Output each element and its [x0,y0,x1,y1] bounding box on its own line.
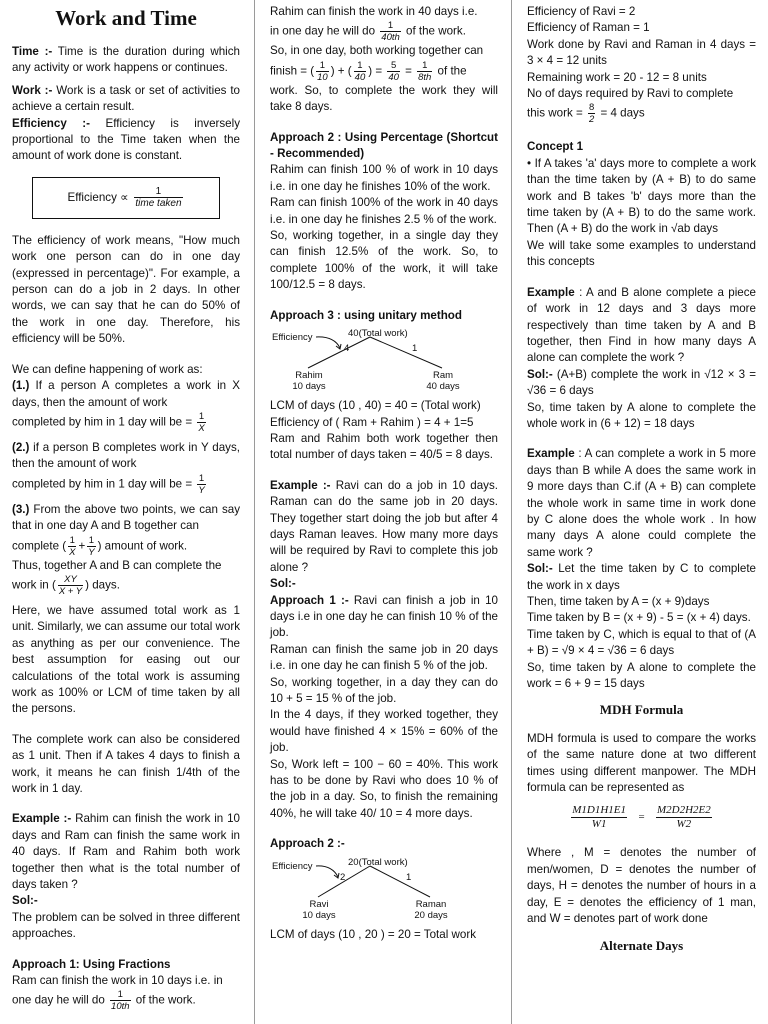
oneday-formula [270,20,498,43]
approach-1-p4: In the 4 days, if they worked together, they would have finished 4 × 15% = 60% of the job. [270,708,498,755]
approach-1-p2: Raman can finish the same job in 20 days i.e. in one day he can finish 5 % of the job. [270,642,498,673]
fraction-denominator: 8th [418,71,432,83]
both-work-line: Ram and Rahim both work together then total number of days taken = 40/5 = 8 days. [270,431,498,462]
concept-heading: Concept 1 [527,140,584,154]
column-right [527,4,756,966]
formula-text: ) = [368,64,386,78]
point-2-formula [12,473,240,496]
approach-text: Ravi can finish a job in 10 days i.e in one day he can finish 10 % of the job. [270,593,498,640]
example-label: Example [527,447,575,461]
fraction-numerator: XY [58,574,83,586]
definition-text: Efficiency is inversely proportional to the Time taken when the amount of work done is constant. [12,116,241,163]
column-divider-2 [511,0,512,1024]
fraction [110,989,131,1012]
diagram-efficiency-label: Efficiency [272,332,313,344]
definition-text: Work is a task or set of activities to achieve a certain result. [12,83,241,114]
example-3 [527,285,756,367]
fraction-numerator: M1D1H1E1 [572,804,627,817]
fraction [58,574,83,597]
example-4-p3: Time taken by B = (x + 9) - 5 = (x + 4) days. [527,611,751,625]
approach-title: Approach 1: Using Fractions [12,957,171,971]
example-text: : A and B alone complete a piece of work in 12 days and 3 days more respectively than time taken by A and B together, then Find in how many days A alone can complete the work ? [527,285,756,365]
formula-text: of the [434,64,467,78]
diagram-left-value: 4 [344,343,350,355]
page-title: Work and Time [55,6,197,30]
approach-2b-title [270,836,498,852]
concept-title [527,139,756,155]
approach-1-intro [270,593,498,642]
solution-label-text: Sol:- [527,562,553,576]
fraction-numerator: 1 [198,410,205,422]
remaining-line: Remaining work = 20 - 12 = 8 units [527,70,707,84]
diagram-efficiency-label: Efficiency [272,860,313,872]
example-2 [270,478,498,576]
fraction-numerator: 1 [88,534,95,546]
lcm-line-2: LCM of days (10 , 20 ) = 20 = Total work [270,927,476,941]
approach-2-p1: Rahim can finish 100 % of work in 10 days i.e. in one day he finishes 10% of the work. [270,163,498,193]
so-oneday-line: So, in one day, both working together can [270,44,484,58]
formula-text: of the work. [132,994,196,1008]
approach-2-p2: Ram can finish 100% of the work in 40 days i.e. in one day he finishes 2.5 % of the work. [270,196,498,226]
rahim-line: Rahim can finish the work in 40 days i.e. [270,5,478,18]
approach-1-text: Ram can finish the work in 10 days i.e. in [12,974,223,988]
formula-text: = 4 days [597,107,645,120]
point-3 [12,502,240,535]
diagram-total-label: 40(Total work) [348,328,408,340]
efficiency-formula-box [32,177,220,219]
diagram-total-label: 20(Total work) [348,856,408,868]
solution-text: The problem can be solved in three different approaches. [12,910,240,941]
fraction [417,60,432,83]
together-line: Thus, together A and B can complete the [12,558,222,572]
diagram-left-name: Rahim [295,370,323,382]
fraction-numerator: 1 [134,186,182,198]
fraction-numerator: 1 [110,989,131,1001]
point-2 [12,440,240,473]
efficiency-raman: Efficiency of Raman = 1 [527,21,650,35]
example-4-p5: So, time taken by A alone to complete the work = 6 + 9 = 15 days [527,660,756,691]
example-3-solution-p2: So, time taken by A alone to complete the whole work in (6 + 12) = 18 days [527,400,756,430]
plus-sign: + [78,539,86,553]
diagram-right-value: 1 [406,871,412,883]
efficiency-sum-line: Efficiency of ( Ram + Rahim ) = 4 + 1=5 [270,415,474,429]
point-number: (3.) [12,502,30,516]
solution-text: Let the time taken by C to complete the work in x days [527,562,756,592]
solution-label [12,893,240,909]
fraction [387,60,400,83]
fraction-denominator: 10 [317,71,328,83]
point-text: If a person A completes a work in X days, then the amount of work [12,379,240,409]
approach-1-formula [12,989,240,1012]
example-1 [12,811,240,893]
concept-body: If A takes 'a' days more to complete a work than the time taken by (A + B) to do same work and B takes 'b' days more than the time taken by (A + B) to do the same work. Then (A + B) do the work in √ab days [527,156,757,236]
fraction-denominator: W1 [591,818,607,831]
formula-text: ) amount of work. [97,539,188,553]
fraction-numerator: 5 [387,60,400,72]
column-left [12,4,240,1012]
fraction-numerator: 1 [354,60,367,72]
diagram-right-value: 1 [412,343,418,355]
fraction-numerator: 8 [588,102,595,114]
definition-work [12,83,240,116]
fraction [197,473,205,496]
approach-1-title [12,957,240,973]
formula-text: complete ( [12,539,67,553]
fraction [87,535,95,558]
example-3-solution [527,367,756,400]
approach-1-p5: So, Work left = 100 − 60 = 40%. This work has to be done by Ravi who does 10 % of the job in a day. So, to finish the remaining 40%, he will take 40/ 10 = 4 more days. [270,757,498,820]
define-intro: We can define happening of work as: [12,362,203,376]
approach-2-p3: So, working together, in a single day they can finish 12.5% of the work. So, to complete 100% of the work, it will take 100/12.5 = 8 days. [270,229,498,292]
alternate-days-heading: Alternate Days [599,937,684,953]
fraction [588,102,595,125]
diagram-right-name: Raman [415,898,447,910]
approach-1-p3: So, working together, in a day they can do 10 + 5 = 15 % of the job. [270,675,498,705]
solution-label-text: Sol:- [270,577,296,591]
approach-title: Approach 3 : using unitary method [270,308,462,322]
fraction [316,60,329,83]
lcm-line: LCM of days (10 , 40) = 40 = (Total work) [270,399,481,413]
example-text: : A can complete a work in 5 more days than B while A does the same work in 9 more days than C.if (A + B) can complete the whole work in same time in work done by C alone does the whole work . In how many days A alone could complete the same work ? [527,447,756,559]
point-1-formula [12,411,240,434]
fraction-denominator: 2 [588,114,595,126]
formula-fraction [134,186,182,209]
approach-3-title [270,308,498,324]
fraction-denominator: W2 [676,818,692,831]
example-text: Ravi can do a job in 10 days. Raman can do the same job in 20 days. They together start doing the job but after 4 days Raman leaves. How many more days will be required by Ravi to complete this job alone ? [270,478,498,574]
this-work-formula [527,102,756,125]
example-label: Example :- [270,478,331,492]
diagram-right-days: 40 days [426,381,460,393]
formula-text: completed by him in 1 day will be = [12,415,196,429]
diagram-left-days: 10 days [302,909,336,921]
solution-label [270,576,498,592]
assume-paragraph: Here, we have assumed total work as 1 unit. Similarly, we can assume our total work as anything as per our convenience. The best assumption for easing out our calculations of the total work is assuming work as 100% or LCM of time taken by all the persons. [12,603,240,716]
example-text: Rahim can finish the work in 10 days and Ram can finish the same work in 40 days. If Ram and Rahim both work together then what is the total number of days taken ? [12,812,240,892]
term-label: Work :- [12,83,53,97]
efficiency-meaning-paragraph: The efficiency of work means, "How much work one person can do in one day (expressed in percentage)". For example, a person can do a job in 2 days. In other words, we can say that he can do 50% of the work in one day. Therefore, his efficiency will be 50%. [12,233,240,346]
fraction-denominator: 40th [381,32,400,44]
solution-label-text: Sol:- [12,894,38,908]
example-label: Example [527,285,575,299]
formula-text: finish = ( [270,64,315,78]
diagram-left-name: Ravi [309,898,329,910]
approach-label: Approach 1 :- [270,593,349,607]
we-will-line: We will take some examples to understand this concepts [527,238,756,269]
fraction-denominator: 10th [111,1001,130,1013]
formula-text: = [401,64,416,78]
formula-text: ) + ( [330,64,352,78]
example-4 [527,446,756,561]
example-4-solution [527,561,756,594]
mdh-formula [527,804,756,831]
fraction [571,804,627,831]
equals-sign: = [637,811,646,824]
fraction-numerator: 1 [316,60,329,72]
solution-label-text: Sol:- [527,367,553,381]
definition-efficiency [12,116,240,165]
efficiency-ravi: Efficiency of Ravi = 2 [527,5,636,18]
where-text: Where , M = denotes the number of men/women, D = denotes the number of days, H = denotes the number of hours in a day, E = denotes the efficiency of 1 man, and W = denotes part of work done [527,846,756,926]
efficiency-diagram-2 [270,857,498,923]
formula-text: ) days. [85,578,120,592]
fraction-numerator: 1 [198,472,205,484]
formula-text: work in ( [12,578,56,592]
no-days-line: No of days required by Ravi to complete [527,87,734,101]
approach-2-title [270,130,498,163]
work-in-formula [12,574,240,597]
fraction-denominator: X [198,422,205,434]
approach-title: Approach 2 : Using Percentage (Shortcut - Recommended) [270,130,498,161]
work-tail-line: work. So, to complete the work they will take 8 days. [270,83,498,114]
concept-text: • If A takes 'a' days more to complete a work than the time taken by (A + B) to do same work and B takes 'b' days more than the time taken by (A + B) to do the same work. Then (A + B) do the work in √ab days [527,156,757,236]
fraction-denominator: X [69,546,76,558]
diagram-left-value: 2 [340,871,346,883]
approach-title: Approach 2 :- [270,837,345,851]
fraction-numerator: 1 [417,60,432,72]
definition-text: Time is the duration during which any activity or work happens or continues. [12,45,240,75]
fraction-numerator: 1 [69,534,75,546]
fraction-numerator: M2D2H2E2 [656,804,711,817]
fraction [656,804,712,831]
mdh-heading: MDH Formula [599,702,684,718]
mdh-text: MDH formula is used to compare the works of the same nature done at two different times using different manpower. The MDH formula can be represented as [527,731,756,795]
formula-text: one day he will do [12,994,109,1008]
fraction-denominator: Y [88,546,95,558]
diagram-right-name: Ram [432,370,454,382]
example-label: Example :- [12,812,72,826]
point-3-formula [12,535,240,558]
fraction-denominator: 40 [388,71,399,83]
example-4-p4: Time taken by C, which is equal to that of (A + B) = √9 × 4 = √36 = 6 days [527,627,756,658]
point-number: (1.) [12,379,30,393]
formula-lhs: Efficiency ∝ [67,190,129,204]
column-divider-1 [254,0,255,1024]
formula-text: completed by him in 1 day will be = [12,477,196,491]
point-text: From the above two points, we can say that in one day A and B together can [12,502,240,533]
complete-paragraph: The complete work can also be considered as 1 unit. Then if A takes 4 days to finish a work, it means he can finish 1/4th of the work in 1 day. [12,732,240,795]
work-done-line: Work done by Ravi and Raman in 4 days = 3 × 4 = 12 units [527,37,756,68]
formula-text: this work = [527,107,586,120]
term-label: Efficiency :- [12,116,90,130]
point-1 [12,378,240,411]
fraction-denominator: X + Y [58,585,83,597]
formula-text: in one day he will do [270,24,379,38]
fraction-numerator: 1 [380,20,401,32]
fraction [197,411,205,434]
fraction-denominator: time taken [135,198,182,210]
diagram-right-days: 20 days [414,909,448,921]
efficiency-diagram-1 [270,328,498,394]
solution-text: (A+B) complete the work in √12 × 3 = √36 = 6 days [527,367,756,398]
column-middle [270,4,498,943]
fraction [68,535,76,558]
point-number: (2.) [12,440,30,454]
definition-time [12,44,240,77]
finish-formula [270,60,498,83]
fraction [380,20,401,43]
fraction [354,60,367,83]
point-text: if a person B completes work in Y days, then the amount of work [12,440,240,471]
example-4-p2: Then, time taken by A = (x + 9)days [527,595,710,608]
formula-text: of the work. [402,24,466,38]
diagram-left-days: 10 days [292,381,326,393]
fraction-denominator: Y [198,484,205,496]
term-label: Time :- [12,45,53,58]
fraction-denominator: 40 [354,71,366,83]
